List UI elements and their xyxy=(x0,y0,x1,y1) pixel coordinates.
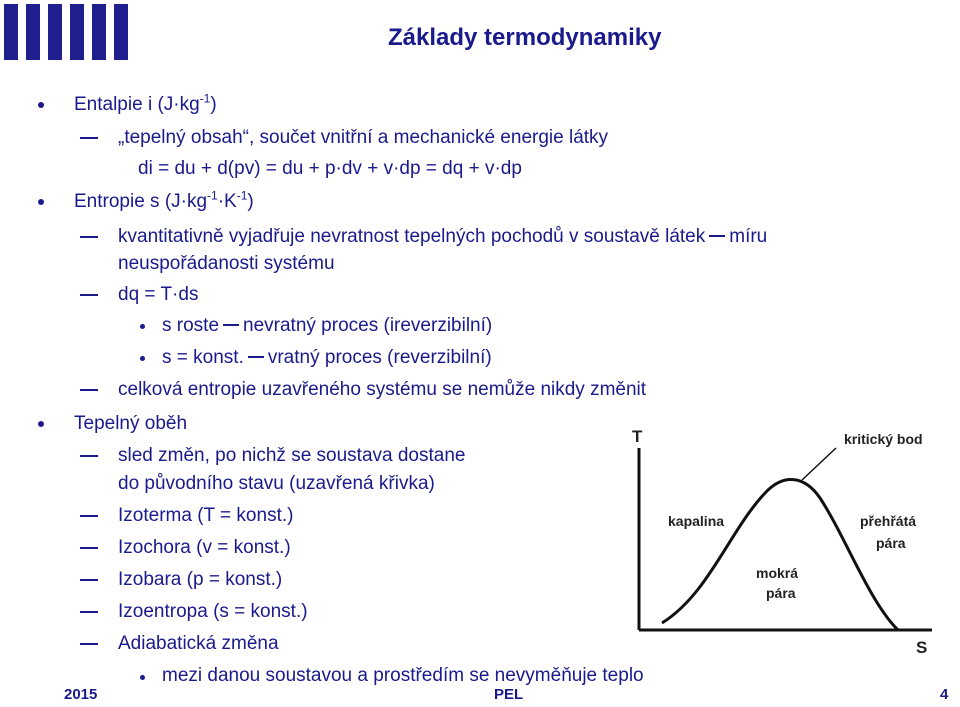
cycle-description: sled změn, po nichž se soustava dostane xyxy=(118,445,466,466)
enthalpy-equation: di = du + d(pv) = du + p·dv + v·dp = dq + v·dp xyxy=(138,158,522,179)
footer-course: PEL xyxy=(494,686,524,703)
dash-marker xyxy=(80,643,98,645)
dash-marker xyxy=(80,579,98,581)
bullet xyxy=(38,421,44,427)
enthalpy-heading: Entalpie i $(J\cdot kg^{-1})$ xyxy=(74,91,217,115)
entropy-total: celková entropie uzavřeného systému se nemůže nikdy změnit xyxy=(118,379,647,400)
enthalpy-description: „tepelný obsah“, součet vnitřní a mechanické energie látky xyxy=(118,127,609,148)
logo-bar xyxy=(48,4,62,60)
slide-title: Základy termodynamiky xyxy=(388,24,662,51)
adiabatic-description: mezi danou soustavou a prostředím se nevyměňuje teplo xyxy=(162,665,644,686)
entropy-const: s = konst. vratný proces (reverzibilní) xyxy=(162,347,492,368)
isentrope: Izoentropa (s = konst.) xyxy=(118,601,308,622)
footer-year: 2015 xyxy=(64,686,98,703)
superheated-label-2: pára xyxy=(876,535,906,551)
entropy-equation: dq = T·ds xyxy=(118,284,199,305)
wet-steam-label: mokrá xyxy=(756,565,799,581)
ts-diagram xyxy=(620,418,940,660)
entropy-heading: Entropie s $(J\cdot kg^{-1}\cdot K^{-1})$ xyxy=(74,188,254,212)
page-number: 4 xyxy=(940,686,949,703)
dash-marker xyxy=(80,389,98,391)
dash-separator xyxy=(709,235,725,237)
cycle-heading: Tepelný oběh xyxy=(74,413,188,434)
dash-marker xyxy=(80,547,98,549)
entropy-description: kvantitativně vyjadřuje nevratnost tepelných pochodů v soustavě látek míru xyxy=(118,226,768,247)
wet-steam-label-2: pára xyxy=(766,585,796,601)
entropy-rise: s roste nevratný proces (ireverzibilní) xyxy=(162,315,493,336)
entropy-description-cont: neuspořádanosti systému xyxy=(118,253,335,274)
axis-label-t: T xyxy=(632,427,643,446)
dash-marker xyxy=(80,455,98,457)
dash-separator xyxy=(248,356,264,358)
bullet xyxy=(38,102,44,108)
logo-bar xyxy=(26,4,40,60)
dash-marker xyxy=(80,137,98,139)
isobar: Izobara (p = konst.) xyxy=(118,569,283,590)
dash-marker xyxy=(80,236,98,238)
dash-marker xyxy=(80,611,98,613)
sub-bullet xyxy=(140,356,145,361)
bullet xyxy=(38,199,44,205)
logo-bar xyxy=(70,4,84,60)
logo-bar xyxy=(114,4,128,60)
dash-separator xyxy=(223,324,239,326)
logo-bar xyxy=(92,4,106,60)
dash-marker xyxy=(80,515,98,517)
saturation-dome xyxy=(662,480,898,630)
adiabatic: Adiabatická změna xyxy=(118,633,279,654)
isochore: Izochora (v = konst.) xyxy=(118,537,291,558)
dash-marker xyxy=(80,294,98,296)
critical-point-pointer xyxy=(802,448,836,480)
logo-bar xyxy=(4,4,18,60)
sub-bullet xyxy=(140,675,145,680)
axis-label-s: S xyxy=(916,638,928,657)
superheated-label: přehřátá xyxy=(860,513,917,529)
isotherm: Izoterma (T = konst.) xyxy=(118,505,294,526)
cycle-description-cont: do původního stavu (uzavřená křivka) xyxy=(118,473,435,494)
sub-bullet xyxy=(140,324,145,329)
liquid-label: kapalina xyxy=(668,513,725,529)
critical-point-label: kritický bod xyxy=(844,431,923,447)
